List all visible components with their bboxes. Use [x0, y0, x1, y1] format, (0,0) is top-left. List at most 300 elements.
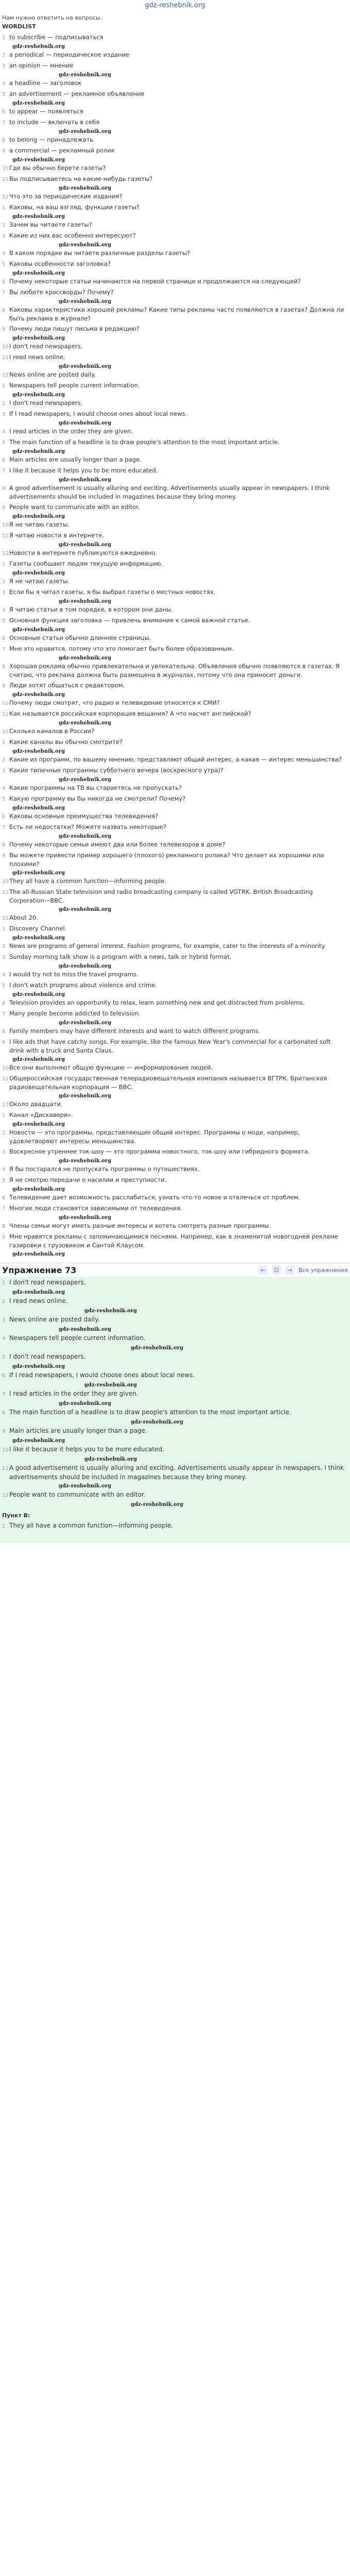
list-item	[2, 1074, 347, 1092]
watermark: gdz-reshebnik.org	[12, 870, 65, 876]
line-number: 11	[2, 890, 9, 895]
line-number: 1	[2, 740, 6, 745]
list-item	[2, 90, 347, 99]
line-number: 9	[2, 853, 6, 859]
intro-text: Нам нужно ответить на вопросы.	[2, 14, 102, 21]
list-item	[2, 33, 347, 42]
list-item	[2, 1296, 347, 1307]
line-text: Почему люди смотрят, что радио и телевидение относятся к СМИ?	[9, 699, 220, 706]
line-number: 1	[2, 926, 6, 932]
list-item	[2, 203, 347, 212]
line-number: 8	[2, 486, 6, 492]
list-item	[2, 520, 347, 530]
watermark: gdz-reshebnik.org	[12, 335, 65, 341]
line-text: to subscribe — подписываться	[9, 33, 103, 41]
list-item	[2, 1352, 347, 1362]
line-text: They all have a common function—informing people.	[9, 877, 167, 885]
watermark: gdz-reshebnik.org	[59, 242, 112, 248]
watermark: gdz-reshebnik.org	[59, 599, 112, 604]
list-item	[2, 766, 347, 775]
list-item	[2, 794, 347, 804]
line-number: 1	[2, 1523, 6, 1529]
line-text: I don't read newspapers.	[9, 1279, 86, 1286]
line-text: Если бы я читал газеты, я бы выбрал газеты о местных новостях.	[9, 588, 216, 596]
wordlist-heading: WORDLIST	[2, 23, 36, 30]
list-item	[2, 1278, 347, 1288]
line-text: Sunday morning talk show is a program with a news, talk or hybrid format.	[9, 953, 232, 960]
line-number: 12	[2, 372, 9, 378]
line-number: 3	[2, 233, 6, 239]
list-item	[2, 399, 347, 408]
line-text: Какие типичные программы субботнего вечера (воскресного утра)?	[9, 767, 224, 774]
list-item	[2, 192, 347, 201]
answer-lines	[2, 33, 347, 1258]
line-text: People want to communicate with an editor.	[9, 503, 140, 511]
watermark: gdz-reshebnik.org	[59, 655, 112, 661]
line-text: Канал «Дискавери».	[9, 1111, 73, 1118]
line-text: Какие из них вас особенно интересуют?	[9, 232, 136, 239]
line-text: Хорошая реклама обычно привлекательна и увлекательна. Объявления обычно появляются в газетах. Я считаю, что реклама должна быть размещена в журналах, потому что она приносит деньги.	[9, 663, 340, 679]
list-item	[2, 484, 347, 501]
line-text: Television provides an opportunity to relax, learn something new and get distracted from problems.	[9, 999, 305, 1006]
watermark: gdz-reshebnik.org	[131, 1345, 184, 1351]
line-text: to include — включать в себя	[9, 118, 100, 126]
line-number: 9	[2, 683, 6, 689]
list-item	[2, 146, 347, 156]
line-text: I don't read newspapers.	[9, 343, 83, 350]
line-text: A good advertisement is usually alluring and exciting. Advertisements usually appear in newspapers. I think advertisements should be included in magazines because they bring money.	[9, 1464, 344, 1481]
list-item	[2, 840, 347, 850]
line-text: Newspapers tell people current information.	[9, 382, 140, 389]
list-item	[2, 1408, 347, 1418]
watermark: gdz-reshebnik.org	[59, 420, 112, 426]
line-text: Я не читаю газеты.	[9, 521, 69, 528]
line-text: Мне нравятся рекламы с запоминающимися песнями. Например, как в знаменитой новогодней рекламе газировки с грузовиком и Сантой Клаусом.	[9, 1233, 338, 1249]
line-text: I don't read newspapers.	[9, 399, 83, 406]
line-number: 6	[2, 1001, 6, 1006]
line-text: I don't watch programs about violence and crime.	[9, 981, 157, 989]
list-item	[2, 1445, 347, 1455]
list-item	[2, 709, 347, 719]
line-text: Телевидение дает возможность расслабиться, узнать что-то новое и отвлечься от проблем.	[9, 1194, 301, 1201]
line-number: 11	[2, 1076, 9, 1082]
line-number: 10	[2, 1065, 9, 1071]
list-item	[2, 942, 347, 951]
line-text: Новости — это программы, представляющие общий интерес. Программы о моде, например, удовлетворяют интересы меньшинства.	[9, 1129, 300, 1145]
line-number: 6	[2, 279, 6, 285]
list-item	[2, 1027, 347, 1036]
line-number: 10	[2, 522, 9, 528]
watermark: gdz-reshebnik.org	[59, 1158, 112, 1164]
watermark: gdz-reshebnik.org	[59, 777, 112, 783]
line-number: 2	[2, 579, 6, 585]
list-item	[2, 1204, 347, 1213]
line-number: 1	[2, 35, 6, 41]
list-item	[2, 79, 347, 88]
line-text: Какие из программ, по вашему мнению, представляют общий интерес, а какая — интерес меньшинства?	[9, 756, 342, 763]
watermark: gdz-reshebnik.org	[59, 834, 112, 839]
watermark: gdz-reshebnik.org	[59, 299, 112, 304]
watermark: gdz-reshebnik.org	[84, 1382, 137, 1388]
watermark: gdz-reshebnik.org	[12, 935, 65, 941]
list-item	[2, 560, 347, 569]
line-text: Воскресное утреннее ток-шоу — это программа новостного, ток-шоу или гибридного формата.	[9, 1148, 310, 1155]
line-text: Сколько каналов в России?	[9, 727, 95, 735]
line-number: 9	[2, 505, 6, 511]
watermark: gdz-reshebnik.org	[12, 100, 65, 106]
line-number: 1	[2, 1280, 6, 1286]
line-number: 4	[2, 1336, 6, 1342]
next-arrow-icon[interactable]: →	[285, 1265, 294, 1275]
line-number: 12	[2, 194, 9, 200]
watermark: gdz-reshebnik.org	[12, 270, 65, 276]
line-number: 4	[2, 607, 6, 613]
list-item	[2, 61, 347, 71]
list-item	[2, 1463, 347, 1482]
line-number: 2	[2, 401, 6, 406]
list-item	[2, 107, 347, 116]
line-number: 7	[2, 1206, 6, 1212]
line-number: 8	[2, 138, 6, 143]
list-item	[2, 1193, 347, 1202]
prev-arrow-icon[interactable]: ←	[258, 1265, 268, 1275]
line-number: 4	[2, 81, 6, 87]
list-item	[2, 605, 347, 615]
watermark: gdz-reshebnik.org	[59, 477, 112, 483]
line-text: I would try not to miss the travel programs.	[9, 971, 138, 978]
exercise-navigation	[0, 1263, 350, 1277]
list-item	[2, 503, 347, 512]
line-number: 7	[2, 468, 6, 474]
line-text: I don't read newspapers.	[9, 1353, 86, 1360]
line-text: The all-Russian State television and radio broadcasting company is called VGTRK. British Broadcasting Corporation—BBC.	[9, 888, 313, 904]
watermark: gdz-reshebnik.org	[59, 1215, 112, 1221]
list-item	[2, 812, 347, 821]
list-item	[2, 1176, 347, 1185]
list-item	[2, 135, 347, 145]
line-number: 8	[2, 1029, 6, 1035]
list-item	[2, 1315, 347, 1325]
line-text: Зачем вы читаете газеты?	[9, 221, 92, 228]
list-item	[2, 924, 347, 934]
line-number: 9	[2, 1040, 6, 1045]
watermark: gdz-reshebnik.org	[12, 392, 65, 398]
list-item	[2, 1038, 347, 1055]
watermark: gdz-reshebnik.org	[12, 214, 65, 219]
list-item	[2, 1333, 347, 1344]
line-number: 3	[2, 63, 6, 69]
line-number: 3	[2, 412, 6, 417]
list-item	[2, 466, 347, 476]
document-body	[0, 14, 350, 1258]
line-text: Все они выполняют общую функцию — информирование людей.	[9, 1064, 213, 1071]
watermark: gdz-reshebnik.org	[12, 1122, 65, 1127]
line-text: Я читаю новости в интернете.	[9, 532, 104, 539]
line-number: 2	[2, 223, 6, 228]
site-url[interactable]: gdz-reshebnik.org	[145, 2, 205, 9]
line-text: Каковы, на ваш взгляд, функции газеты?	[9, 204, 139, 211]
line-text: The main function of a headline is to draw people's attention to the most important article.	[9, 1409, 291, 1416]
line-text: News online are posted daily.	[9, 1316, 100, 1323]
line-number: 6	[2, 636, 6, 641]
list-item	[2, 549, 347, 558]
line-number: 5	[2, 92, 6, 97]
line-number: 4	[2, 786, 6, 791]
list-item	[2, 50, 347, 60]
line-number: 1	[2, 383, 6, 389]
line-text: Я не смотрю передачи о насилии и преступности.	[9, 1176, 167, 1183]
list-item	[2, 823, 347, 832]
line-number: 4	[2, 972, 6, 978]
line-number: 2	[2, 1130, 6, 1136]
watermark: gdz-reshebnik.org	[12, 805, 65, 811]
line-text: Что это за периодические издания?	[9, 193, 122, 200]
line-number: 7	[2, 1392, 6, 1397]
list-item	[2, 577, 347, 586]
watermark: gdz-reshebnik.org	[131, 1502, 184, 1507]
list-item	[2, 438, 347, 447]
watermark: gdz-reshebnik.org	[59, 1327, 112, 1332]
line-number: 9	[2, 1234, 6, 1240]
line-number: 5	[2, 983, 6, 989]
line-text: Many people become addicted to television.	[9, 1010, 141, 1017]
list-item	[2, 342, 347, 351]
line-number: 8	[2, 1224, 6, 1229]
line-number: 9	[2, 327, 6, 332]
line-number: 4	[2, 1167, 6, 1173]
line-text: I read news online.	[9, 353, 65, 361]
line-number: 6	[2, 457, 6, 463]
list-item	[2, 953, 347, 962]
watermark: gdz-reshebnik.org	[59, 364, 112, 369]
watermark: gdz-reshebnik.org	[59, 1020, 112, 1026]
line-number: 3	[2, 1149, 6, 1155]
watermark: gdz-reshebnik.org	[12, 1057, 65, 1062]
watermark: gdz-reshebnik.org	[84, 1308, 137, 1314]
list-item	[2, 699, 347, 708]
line-number: 7	[2, 120, 6, 126]
watermark: gdz-reshebnik.org	[59, 963, 112, 969]
list-item	[2, 370, 347, 380]
watermark: gdz-reshebnik.org	[12, 992, 65, 997]
line-number: 12	[2, 1102, 9, 1108]
watermark: gdz-reshebnik.org	[59, 1401, 112, 1406]
list-item	[2, 662, 347, 680]
watermark: gdz-reshebnik.org	[59, 1093, 112, 1099]
line-text: I read articles in the order they are given.	[9, 428, 133, 435]
watermark: gdz-reshebnik.org	[12, 1438, 65, 1444]
line-text: a headline — заголовок	[9, 79, 82, 87]
line-text: Почему некоторые семьи имеют два или более телевизоров в доме?	[9, 841, 225, 848]
line-text: I like ads that have catchy songs. For example, like the famous New Year's commercial for a carbonated soft drink with a truck and Santa Claus.	[9, 1038, 331, 1054]
list-item	[2, 381, 347, 391]
watermark: gdz-reshebnik.org	[59, 129, 112, 134]
line-text: to belong — принадлежать	[9, 136, 94, 143]
list-item	[2, 1222, 347, 1231]
line-number: 11	[2, 177, 9, 182]
answer-block-lines	[2, 1278, 347, 1508]
list-item	[2, 306, 347, 323]
line-text: Discovery Channel.	[9, 925, 67, 932]
list-item	[2, 981, 347, 990]
line-text: Какие каналы вы обычно смотрите?	[9, 738, 123, 745]
line-number: 7	[2, 290, 6, 296]
list-item	[2, 888, 347, 905]
line-text: Основные статьи обычно длиннее страницы.	[9, 634, 151, 641]
watermark: gdz-reshebnik.org	[12, 692, 65, 698]
line-text: I like it because it helps you to be more educated.	[9, 467, 158, 474]
list-item	[2, 231, 347, 241]
list-item	[2, 1370, 347, 1381]
line-number: 11	[2, 355, 9, 361]
line-text: Каковы характеристики хорошей рекламы? Какие типы рекламы часто появляются в газетах? Должна ли быть реклама в журнале?	[9, 306, 344, 322]
line-number: 9	[2, 148, 6, 154]
exercise-title: Упражнение 73	[2, 1265, 77, 1275]
line-number: 5	[2, 1354, 6, 1360]
list-item	[2, 288, 347, 297]
line-number: 3	[2, 768, 6, 774]
line-number: 12	[2, 729, 9, 735]
line-number: 6	[2, 1373, 6, 1379]
line-text: Newspapers tell people current information.	[9, 1334, 146, 1342]
watermark: gdz-reshebnik.org	[12, 1251, 65, 1257]
line-text: They all have a common function—informing people.	[9, 1522, 173, 1529]
line-number: 5	[2, 1178, 6, 1183]
line-text: Члены семьи могут иметь разные интересы и хотеть смотреть разные программы.	[9, 1222, 271, 1229]
line-number: 9	[2, 1429, 6, 1434]
line-number: 11	[2, 533, 9, 539]
line-text: Многие люди становятся зависимыми от телевидения.	[9, 1205, 182, 1212]
watermark: gdz-reshebnik.org	[12, 449, 65, 454]
line-text: Каковы основные преимущества телевидения?	[9, 812, 159, 820]
list-item	[2, 164, 347, 173]
list-item	[2, 738, 347, 747]
line-number: 12	[2, 1493, 9, 1498]
list-item	[2, 727, 347, 736]
line-number: 8	[2, 1410, 6, 1416]
line-text: I like it because it helps you to be more educated.	[9, 1446, 164, 1453]
line-text: Почему некоторые статьи начинаются на первой странице и продолжаются на следующей?	[9, 278, 301, 285]
watermark: gdz-reshebnik.org	[59, 1483, 112, 1489]
list-item	[2, 260, 347, 269]
line-text: Люди хотят общаться с редактором.	[9, 682, 125, 689]
list-item	[2, 531, 347, 540]
line-number: 8	[2, 664, 6, 670]
line-number: 3	[2, 590, 6, 596]
list-item	[2, 1232, 347, 1250]
line-number: 1	[2, 205, 6, 211]
list-item	[2, 1063, 347, 1073]
line-number: 4	[2, 251, 6, 257]
line-text: Main articles are usually longer than a page.	[9, 456, 142, 463]
line-text: a periodical — периодическое издание	[9, 51, 130, 58]
line-number: 11	[2, 711, 9, 717]
line-text: an opinion — мнение	[9, 62, 74, 69]
line-text: Какую программу вы бы никогда не смотрели? Почему?	[9, 795, 186, 802]
line-number: 10	[2, 879, 9, 885]
watermark: gdz-reshebnik.org	[59, 542, 112, 548]
all-exercises-link[interactable]: Все упражнения	[298, 1266, 348, 1274]
list-item	[2, 427, 347, 436]
line-text: Я читаю статьи в том порядке, в котором они даны.	[9, 606, 173, 613]
line-text: Main articles are usually longer than a page.	[9, 1427, 147, 1434]
line-number: 6	[2, 814, 6, 820]
list-item	[2, 784, 347, 793]
line-text: an advertisement — рекламное объявление	[9, 90, 145, 97]
line-text: If I read newspapers, I would choose ones about local news.	[9, 410, 187, 417]
list-item	[2, 970, 347, 979]
line-text: Вы любите кроссворды? Почему?	[9, 289, 114, 296]
grid-icon[interactable]: ☷	[272, 1265, 281, 1275]
line-text: a commercial — рекламный ролик	[9, 147, 115, 154]
list-item	[2, 634, 347, 643]
line-text: В каком порядке вы читаете различные разделы газеты?	[9, 249, 190, 257]
watermark: gdz-reshebnik.org	[12, 570, 65, 576]
line-text: Общероссийская государственная телерадиовещательная компания называется ВГТРК. Британская радиовещательная корпорация — ВВС.	[9, 1075, 327, 1091]
punkt-line	[2, 1521, 347, 1531]
list-item	[2, 353, 347, 362]
list-item	[2, 455, 347, 465]
line-text: I read news online.	[9, 1297, 68, 1304]
list-item	[2, 681, 347, 690]
watermark: gdz-reshebnik.org	[84, 1456, 137, 1462]
line-text: Почему люди пишут письма в редакцию?	[9, 325, 139, 332]
watermark: gdz-reshebnik.org	[12, 157, 65, 163]
watermark: gdz-reshebnik.org	[12, 1290, 65, 1295]
line-number: 2	[2, 53, 6, 58]
line-text: Я не читаю газеты.	[9, 578, 69, 585]
line-number: 3	[2, 955, 6, 960]
line-text: Я бы постарался не пропускать программы о путешествиях.	[9, 1165, 200, 1173]
list-item	[2, 1490, 347, 1500]
line-number: 8	[2, 842, 6, 848]
line-number: 1	[2, 562, 6, 567]
line-text: People want to communicate with an editor.	[9, 1491, 146, 1498]
list-item	[2, 645, 347, 654]
watermark: gdz-reshebnik.org	[12, 514, 65, 519]
list-item	[2, 277, 347, 286]
exercise-nav-buttons	[258, 1265, 348, 1275]
line-number: 10	[2, 1447, 9, 1453]
watermark: gdz-reshebnik.org	[12, 44, 65, 49]
list-item	[2, 410, 347, 419]
line-number: 7	[2, 647, 6, 652]
punkt-label: Пункт B:	[2, 1512, 30, 1519]
list-item	[2, 1100, 347, 1109]
list-item	[2, 325, 347, 334]
line-text: Мне это нравится, потому что это помогает быть более образованным.	[9, 645, 234, 652]
list-item	[2, 221, 347, 230]
watermark: gdz-reshebnik.org	[12, 1187, 65, 1192]
line-number: 10	[2, 166, 9, 172]
line-number: 5	[2, 618, 6, 624]
line-text: I read articles in the order they are given.	[9, 1390, 138, 1397]
line-number: 5	[2, 262, 6, 267]
line-number: 6	[2, 1195, 6, 1201]
list-item	[2, 175, 347, 184]
list-item	[2, 118, 347, 127]
line-number: 5	[2, 440, 6, 446]
line-number: 4	[2, 429, 6, 435]
line-number: 7	[2, 825, 6, 831]
line-text: Новости в интернете публикуются ежедневно.	[9, 549, 157, 556]
list-item	[2, 1426, 347, 1436]
list-item	[2, 755, 347, 765]
list-item	[2, 998, 347, 1008]
line-text: Каковы особенности заголовка?	[9, 260, 111, 267]
line-number: 10	[2, 701, 9, 706]
list-item	[2, 616, 347, 625]
